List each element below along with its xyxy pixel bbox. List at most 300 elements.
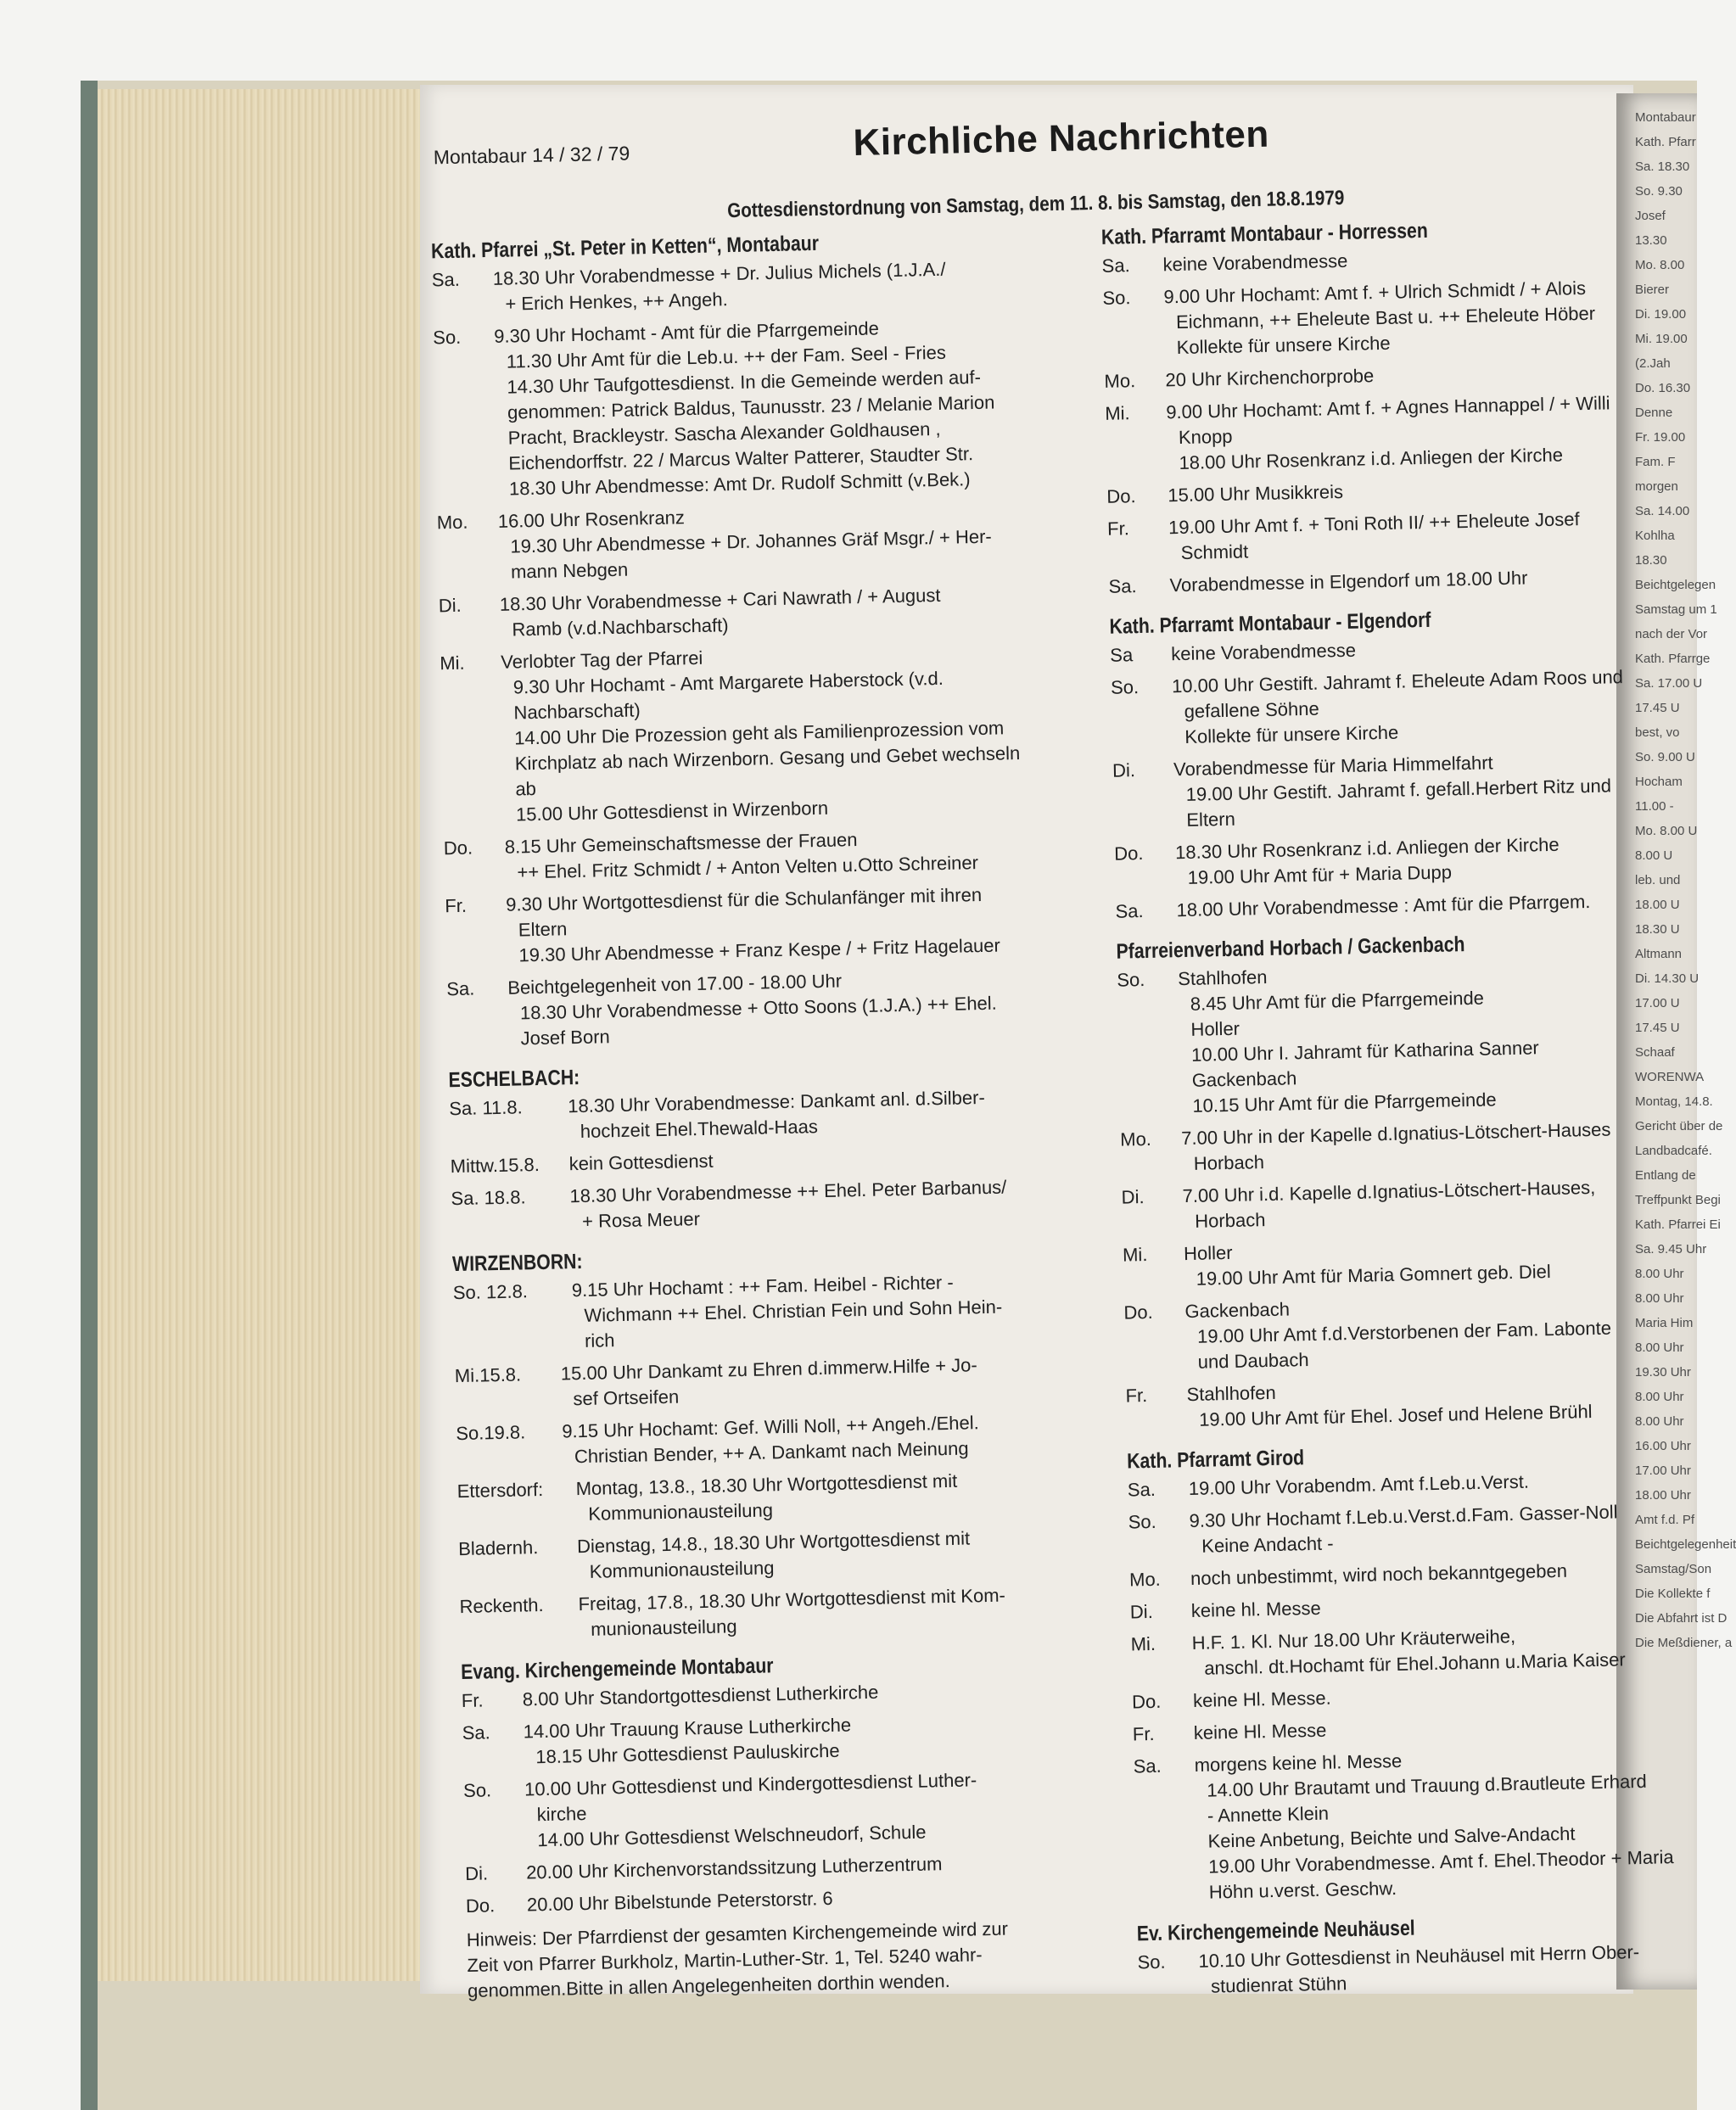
adjacent-page-line: Kohlha: [1635, 529, 1675, 543]
service-day: Do.: [1106, 485, 1136, 507]
service-line: Höhn u.verst. Geschw.: [1208, 1878, 1397, 1903]
service-line: mann Nebgen: [510, 558, 629, 583]
adjacent-page-line: Beichtgelegenheit: [1635, 1537, 1736, 1552]
service-line: Kirchplatz ab nach Wirzenborn. Gesang und Gebet wechseln: [514, 742, 1021, 775]
service-entry: [1130, 1589, 1639, 1626]
parish-section: [1101, 215, 1618, 599]
service-lines: [505, 822, 1098, 886]
service-entry: [1105, 390, 1616, 478]
adjacent-page-line: 17.45 U: [1635, 1021, 1680, 1035]
adjacent-page-line: Montag, 14.8.: [1635, 1094, 1713, 1109]
service-line: 19.00 Uhr Amt für + Maria Dupp: [1187, 861, 1453, 888]
service-lines: [1178, 957, 1629, 1119]
service-line: Keine Andacht -: [1201, 1532, 1334, 1557]
service-day: Di.: [1112, 759, 1136, 781]
adjacent-page-line: 18.30 U: [1635, 922, 1680, 937]
service-line: noch unbestimmt, wird noch bekanntgegeben: [1190, 1559, 1568, 1590]
service-line: Montag, 13.8., 18.30 Uhr Wortgottesdienst mit: [575, 1469, 958, 1500]
adjacent-page-line: Amt f.d. Pf: [1635, 1513, 1695, 1527]
adjacent-page-line: Kath. Pfarrge: [1635, 652, 1711, 666]
service-day: Sa. 18.8.: [451, 1186, 526, 1210]
service-lines: [1184, 1290, 1634, 1375]
service-day: Sa.: [446, 977, 475, 1000]
service-line: 8.00 Uhr Standortgottesdienst Lutherkirche: [522, 1681, 879, 1710]
service-entry: [445, 880, 1100, 970]
service-entry: [453, 1267, 1108, 1357]
service-line: 18.30 Uhr Vorabendmesse + Cari Nawrath / + August: [499, 584, 941, 615]
service-day: Sa.: [1127, 1478, 1156, 1501]
service-entry: [1114, 831, 1624, 893]
service-line: Knopp: [1178, 425, 1233, 449]
service-lines: [561, 1350, 1109, 1412]
service-line: 14.00 Uhr Die Prozession geht als Familienprozession vom: [513, 717, 1005, 749]
service-line: 11.30 Uhr Amt für die Leb.u. ++ der Fam. Seel - Fries: [506, 341, 947, 372]
service-lines: [526, 1848, 1118, 1886]
service-day: Mo.: [1119, 1128, 1152, 1150]
service-entry: [462, 1707, 1116, 1771]
service-day: Sa.: [1108, 575, 1137, 597]
service-day: Do.: [465, 1895, 496, 1917]
adjacent-page-line: 8.00 Uhr: [1635, 1291, 1684, 1306]
service-lines: [497, 496, 1091, 585]
service-day: So. 12.8.: [452, 1280, 529, 1304]
service-line: Gackenbach: [1184, 1298, 1291, 1323]
service-line: keine Vorabendmesse: [1170, 639, 1357, 665]
service-lines: [1190, 1557, 1639, 1592]
adjacent-page-line: leb. und: [1635, 873, 1681, 887]
service-line: 7.00 Uhr in der Kapelle d.Ignatius-Lötschert-Hauses: [1180, 1118, 1611, 1150]
adjacent-page-line: So. 9.00 U: [1635, 750, 1695, 764]
service-line: 19.00 Uhr Amt für Maria Gomnert geb. Diel: [1196, 1261, 1552, 1290]
adjacent-page-line: 16.00 Uhr: [1635, 1439, 1691, 1453]
parish-heading: Pfarreienverband Horbach / Gackenbach: [1116, 932, 1465, 964]
service-line: Kollekte für unsere Kirche: [1184, 721, 1399, 747]
service-line: Josef Born: [520, 1026, 610, 1049]
adjacent-page-line: 17.00 Uhr: [1635, 1464, 1691, 1478]
issue-reference: Montabaur 14 / 32 / 79: [433, 142, 630, 169]
service-entry: [465, 1848, 1118, 1887]
service-entry: [1107, 506, 1617, 568]
service-entry: [459, 1581, 1113, 1645]
parish-heading: Kath. Pfarrei „St. Peter in Ketten“, Montabaur: [430, 231, 820, 264]
service-line: Eltern: [1186, 808, 1236, 831]
service-day: Sa.: [1115, 900, 1144, 922]
adjacent-page-line: Beichtgelegen: [1635, 578, 1716, 592]
service-lines: [1194, 1743, 1674, 1906]
service-line: 14.30 Uhr Taufgottesdienst. In die Gemeinde werden auf-: [507, 366, 982, 398]
service-day: Do.: [1123, 1301, 1154, 1324]
service-line: 15.00 Uhr Dankamt zu Ehren d.immerw.Hilfe + Jo-: [560, 1354, 977, 1385]
adjacent-page-line: Landbadcafé.: [1635, 1144, 1712, 1158]
service-entry: [1137, 1939, 1647, 2001]
service-lines: [577, 1523, 1112, 1585]
adjacent-page-line: Fr. 19.00: [1635, 430, 1686, 445]
adjacent-page-line: 8.00 Uhr: [1635, 1267, 1684, 1281]
service-line: keine Vorabendmesse: [1162, 249, 1348, 276]
service-lines: [1182, 1174, 1631, 1234]
service-day: Mittw.15.8.: [450, 1153, 540, 1178]
service-lines: [1181, 1117, 1630, 1177]
service-entry: [1104, 358, 1613, 395]
service-day: Do.: [1113, 842, 1144, 865]
adjacent-page-line: Sa. 18.30: [1635, 160, 1690, 174]
service-line: 9.30 Uhr Hochamt - Amt Margarete Haberstock (v.d.: [512, 667, 944, 698]
service-entry: [1129, 1557, 1638, 1593]
service-line: Kommunionausteilung: [589, 1557, 775, 1582]
service-line: 19.30 Uhr Abendmesse + Dr. Johannes Gräf Msgr./ + Her-: [510, 525, 992, 557]
service-line: 19.00 Uhr Gestift. Jahramt f. gefall.Herbert Ritz und: [1185, 775, 1612, 805]
service-line: 19.30 Uhr Abendmesse + Franz Kespe / + Fritz Hagelauer: [518, 934, 1001, 966]
service-line: + Rosa Meuer: [581, 1208, 701, 1232]
service-entry: [1110, 664, 1624, 752]
service-line: + Erich Henkes, ++ Angeh.: [505, 288, 728, 315]
service-line: 7.00 Uhr i.d. Kapelle d.Ignatius-Lötschert-Hauses,: [1182, 1176, 1596, 1207]
service-lines: [1176, 888, 1625, 923]
adjacent-page-line: Treffpunkt Begi: [1635, 1193, 1721, 1207]
service-line: Eichendorffstr. 22 / Marcus Walter Patterer, Staudter Str.: [508, 443, 974, 474]
adjacent-page-line: Di. 19.00: [1635, 307, 1687, 322]
service-line: 15.00 Uhr Musikkreis: [1168, 480, 1344, 507]
adjacent-page-line: Mi. 19.00: [1635, 332, 1688, 346]
parish-section: [448, 1055, 1105, 1237]
service-line: Vorabendmesse für Maria Himmelfahrt: [1173, 752, 1493, 781]
service-lines: [1189, 1467, 1638, 1502]
service-day: Fr.: [1125, 1385, 1148, 1407]
service-line: Eichmann, ++ Eheleute Bast u. ++ Eheleute Höber: [1175, 302, 1596, 333]
service-lines: [1186, 1373, 1635, 1433]
adjacent-page-line: 18.00 Uhr: [1635, 1488, 1691, 1503]
adjacent-page-line: Entlang de: [1635, 1168, 1696, 1183]
service-lines: [1168, 473, 1616, 508]
service-entry: [432, 254, 1086, 318]
adjacent-page-fragments: [1635, 110, 1736, 1660]
service-day: Mo.: [436, 511, 468, 534]
note-line: Hinweis: Der Pfarrdienst der gesamten Kirchengemeinde wird zur: [466, 1917, 1009, 1950]
service-line: 18.00 Uhr Rosenkranz i.d. Anliegen der Kirche: [1179, 444, 1564, 474]
service-lines: [568, 1140, 1103, 1177]
service-lines: [578, 1581, 1113, 1643]
service-entry: [1112, 747, 1623, 835]
service-line: Kollekte für unsere Kirche: [1176, 332, 1391, 359]
service-day: Do.: [1131, 1690, 1162, 1713]
service-line: Wichmann ++ Ehel. Christian Fein und Sohn Hein-: [584, 1296, 1003, 1326]
page-title: Kirchliche Nachrichten: [853, 113, 1270, 164]
adjacent-page-line: Do. 16.30: [1635, 381, 1691, 395]
parish-heading: Kath. Pfarramt Girod: [1126, 1446, 1305, 1474]
service-line: Vorabendmesse in Elgendorf um 18.00 Uhr: [1169, 567, 1528, 596]
service-day: Sa.: [462, 1721, 490, 1744]
adjacent-page-line: nach der Vor: [1635, 627, 1708, 641]
service-entry: [1133, 1743, 1674, 1907]
service-line: 19.00 Uhr Amt f.d.Verstorbenen der Fam. Labonte: [1196, 1317, 1612, 1347]
service-day: So.: [1128, 1510, 1156, 1533]
service-line: 14.00 Uhr Gottesdienst Welschneudorf, Schule: [537, 1821, 927, 1851]
service-lines: [1194, 1711, 1643, 1746]
service-entry: [451, 1173, 1105, 1237]
parish-heading: Ev. Kirchengemeinde Neuhäusel: [1136, 1916, 1415, 1946]
service-lines: [506, 880, 1100, 969]
service-entry: [463, 1765, 1118, 1855]
service-entry: [456, 1408, 1110, 1472]
service-line: 18.30 Uhr Vorabendmesse ++ Ehel. Peter Barbanus/: [569, 1176, 1007, 1207]
service-day: Di.: [1129, 1600, 1154, 1623]
service-line: Schmidt: [1180, 540, 1249, 563]
service-line: 19.00 Uhr Amt f. + Toni Roth II/ ++ Eheleute Josef: [1168, 508, 1580, 539]
service-entry: [440, 637, 1096, 829]
service-line: 8.45 Uhr Amt für die Pfarrgemeinde: [1190, 987, 1485, 1015]
service-entry: [1123, 1290, 1634, 1377]
service-entry: [458, 1523, 1112, 1587]
service-day: Fr.: [445, 894, 468, 917]
service-lines: [1171, 632, 1620, 667]
adjacent-page-line: Kath. Pfarrei Ei: [1635, 1217, 1721, 1232]
service-entry: [1121, 1174, 1631, 1236]
service-line: 9.15 Uhr Hochamt : ++ Fam. Heibel - Richter -: [571, 1271, 954, 1301]
service-day: Sa.: [431, 268, 461, 291]
service-line: Stahlhofen: [1186, 1381, 1276, 1406]
schedule-subtitle: Gottesdienstordnung von Samstag, dem 11. 8. bis Samstag, den 18.8.1979: [726, 186, 1345, 223]
adjacent-page-line: Mo. 8.00: [1635, 258, 1685, 272]
service-day: Mi.: [1130, 1632, 1156, 1655]
adjacent-page-line: Hocham: [1635, 775, 1683, 789]
service-line: 18.15 Uhr Gottesdienst Pauluskirche: [535, 1739, 840, 1768]
service-day: Mo.: [1104, 370, 1136, 392]
service-line: sef Ortseifen: [573, 1385, 680, 1410]
service-lines: [1168, 506, 1617, 566]
service-lines: [1173, 747, 1623, 833]
parish-heading: Kath. Pfarramt Montabaur - Horressen: [1100, 218, 1429, 249]
service-day: Di.: [438, 594, 462, 617]
service-line: 9.00 Uhr Hochamt: Amt f. + Ulrich Schmidt / + Alois: [1163, 277, 1587, 308]
service-line: 10.00 Uhr Gestift. Jahramt f. Eheleute Adam Roos und: [1171, 666, 1624, 697]
service-day: Do.: [443, 837, 473, 859]
service-lines: [1189, 1499, 1638, 1559]
service-lines: [562, 1408, 1110, 1469]
adjacent-page-line: Montabaur: [1635, 110, 1696, 125]
service-day: Bladernh.: [457, 1536, 539, 1560]
service-line: 20 Uhr Kirchenchorprobe: [1165, 365, 1375, 391]
adjacent-page-line: Sa. 9.45 Uhr: [1635, 1242, 1707, 1256]
service-line: 19.00 Uhr Amt für Ehel. Josef und Helene Brühl: [1198, 1401, 1593, 1430]
service-line: 18.30 Uhr Vorabendmesse + Dr. Julius Michels (1.J.A./: [492, 258, 946, 289]
service-lines: [527, 1880, 1119, 1918]
service-line: gefallene Söhne: [1184, 697, 1319, 722]
service-lines: [523, 1707, 1116, 1771]
parish-section: [1116, 929, 1635, 1434]
service-line: Pracht, Brackleystr. Sascha Alexander Goldhausen ,: [507, 417, 941, 449]
service-line: 9.30 Uhr Hochamt - Amt für die Pfarrgemeinde: [493, 317, 880, 347]
adjacent-page-line: Sa. 14.00: [1635, 504, 1690, 518]
service-line: 10.15 Uhr Amt für die Pfarrgemeinde: [1192, 1089, 1497, 1117]
service-entry: [456, 1465, 1111, 1530]
service-line: Verlobter Tag der Pfarrei: [501, 646, 703, 673]
adjacent-page-line: 8.00 Uhr: [1635, 1340, 1684, 1355]
service-day: Di.: [464, 1862, 489, 1884]
service-line: rich: [584, 1329, 615, 1352]
service-entry: [1102, 275, 1613, 362]
adjacent-page-line: 18.00 U: [1635, 898, 1680, 912]
service-day: Reckenth.: [459, 1593, 544, 1618]
parish-section: [461, 1647, 1121, 2004]
service-entry: [450, 1140, 1103, 1179]
service-entry: [433, 311, 1089, 503]
service-lines: [568, 1083, 1103, 1145]
service-line: Keine Anbetung, Beichte und Salve-Andacht: [1207, 1822, 1576, 1852]
service-day: Mi.15.8.: [454, 1363, 522, 1387]
service-day: Sa.: [1101, 255, 1130, 277]
service-day: Ettersdorf:: [456, 1478, 544, 1503]
service-line: 18.00 Uhr Vorabendmesse : Amt für die Pfarrgem.: [1176, 890, 1591, 921]
service-line: kirche: [536, 1802, 587, 1826]
service-line: Kommunionausteilung: [588, 1499, 774, 1525]
service-line: ab: [515, 777, 537, 800]
service-day: Sa. 11.8.: [449, 1096, 523, 1120]
service-entry: [449, 1083, 1103, 1147]
service-line: 9.30 Uhr Wortgottesdienst für die Schulanfänger mit ihren: [506, 883, 983, 915]
service-line: kein Gottesdienst: [568, 1150, 714, 1175]
service-lines: [501, 637, 1096, 828]
service-day: So.19.8.: [456, 1421, 526, 1445]
service-line: 14.00 Uhr Brautamt und Trauung d.Brautleute Erhard: [1207, 1770, 1648, 1801]
adjacent-page-line: Maria Him: [1635, 1316, 1694, 1330]
parish-heading: Evang. Kirchengemeinde Montabaur: [460, 1654, 774, 1685]
adjacent-page-line: Di. 14.30 U: [1635, 971, 1700, 986]
service-line: 19.00 Uhr Vorabendm. Amt f.Leb.u.Verst.: [1188, 1470, 1530, 1500]
adjacent-page-line: morgen: [1635, 479, 1678, 494]
service-line: Dienstag, 14.8., 18.30 Uhr Wortgottesdienst mit: [576, 1527, 971, 1558]
service-lines: [524, 1765, 1118, 1854]
adjacent-page-line: Die Abfahrt ist D: [1635, 1611, 1728, 1626]
service-line: Gackenbach: [1191, 1067, 1297, 1091]
adjacent-page-line: Samstag um 1: [1635, 602, 1717, 617]
service-entry: [1117, 957, 1629, 1121]
service-entry: [466, 1880, 1119, 1919]
service-entry: [1123, 1232, 1632, 1294]
service-day: So.: [1110, 676, 1140, 698]
service-entry: [1115, 888, 1624, 925]
service-line: Holler: [1183, 1241, 1233, 1265]
service-line: Ramb (v.d.Nachbarschaft): [512, 614, 729, 641]
adjacent-page-line: 17.45 U: [1635, 701, 1680, 715]
adjacent-page-line: 19.30 Uhr: [1635, 1365, 1691, 1380]
service-line: Beichtgelegenheit von 17.00 - 18.00 Uhr: [507, 970, 843, 999]
service-line: keine hl. Messe: [1190, 1597, 1321, 1622]
service-day: Sa.: [1133, 1755, 1162, 1777]
service-line: 18.30 Uhr Vorabendmesse: Dankamt anl. d.Silber-: [567, 1086, 986, 1117]
service-line: 15.00 Uhr Gottesdienst in Wirzenborn: [515, 797, 829, 826]
adjacent-page-line: Sa. 17.00 U: [1635, 676, 1703, 691]
note-line: genommen.Bitte in allen Angelegenheiten dorthin wenden.: [467, 1970, 950, 2001]
adjacent-page-line: 17.00 U: [1635, 996, 1680, 1010]
service-lines: [1163, 275, 1613, 361]
adjacent-page-line: Fam. F: [1635, 455, 1676, 469]
service-entry: [1108, 563, 1617, 600]
service-day: So.: [1137, 1950, 1166, 1973]
service-line: keine Hl. Messe.: [1192, 1687, 1331, 1711]
service-line: munionausteilung: [590, 1615, 737, 1640]
service-line: 9.30 Uhr Hochamt f.Leb.u.Verst.d.Fam. Gasser-Noll: [1189, 1501, 1618, 1532]
adjacent-page-line: Denne: [1635, 406, 1673, 420]
left-column: [431, 226, 1122, 2019]
service-line: Freitag, 17.8., 18.30 Uhr Wortgottesdienst mit Kom-: [578, 1584, 1006, 1615]
service-entry: [1132, 1679, 1641, 1715]
book-spine: [81, 81, 98, 2110]
service-line: 14.00 Uhr Trauung Krause Lutherkirche: [523, 1714, 852, 1743]
service-lines: [569, 1173, 1105, 1234]
page-edges: [98, 89, 428, 1981]
service-line: Nachbarschaft): [513, 699, 641, 724]
service-lines: [494, 311, 1089, 502]
service-line: anschl. dt.Hochamt für Ehel.Johann u.Maria Kaiser: [1204, 1648, 1626, 1679]
service-lines: [571, 1267, 1107, 1354]
service-line: keine Hl. Messe: [1193, 1719, 1327, 1743]
service-entry: [1106, 473, 1616, 510]
adjacent-page-line: Samstag/Son: [1635, 1562, 1712, 1576]
service-line: Eltern: [518, 918, 568, 941]
adjacent-page-line: WORENWA: [1635, 1070, 1705, 1084]
adjacent-page-line: best, vo: [1635, 725, 1680, 740]
service-day: So.: [1102, 287, 1131, 309]
service-lines: [1169, 563, 1618, 598]
service-line: 9.15 Uhr Hochamt: Gef. Willi Noll, ++ Angeh./Ehel.: [562, 1412, 979, 1442]
adjacent-page-line: Die Meßdiener, a: [1635, 1636, 1733, 1650]
service-line: ++ Ehel. Fritz Schmidt / + Anton Velten u.Otto Schreiner: [517, 852, 979, 883]
service-lines: [575, 1465, 1111, 1527]
service-line: Stahlhofen: [1178, 965, 1268, 990]
adjacent-page-line: 8.00 Uhr: [1635, 1390, 1684, 1404]
service-line: H.F. 1. Kl. Nur 18.00 Uhr Kräuterweihe,: [1191, 1626, 1516, 1654]
adjacent-page-line: Mo. 8.00 U: [1635, 824, 1698, 838]
service-line: Christian Bender, ++ A. Dankamt nach Meinung: [574, 1437, 969, 1468]
service-line: genommen: Patrick Baldus, Taunusstr. 23 / Melanie Marion: [507, 391, 995, 423]
adjacent-page-line: (2.Jah: [1635, 356, 1671, 371]
service-day: So.: [432, 326, 462, 349]
service-line: 16.00 Uhr Rosenkranz: [497, 507, 686, 532]
service-line: Horbach: [1193, 1151, 1265, 1174]
service-line: 10.00 Uhr Gottesdienst und Kindergottesdienst Luther-: [524, 1769, 977, 1800]
adjacent-page-line: 18.30: [1635, 553, 1667, 568]
service-day: Mi.: [1105, 402, 1130, 424]
service-entry: [437, 496, 1092, 586]
service-day: Di.: [1121, 1186, 1145, 1208]
parish-heading: Kath. Pfarramt Montabaur - Elgendorf: [1109, 607, 1431, 639]
service-entry: [1128, 1499, 1638, 1561]
service-day: Fr.: [1132, 1722, 1155, 1745]
parish-heading: ESCHELBACH:: [448, 1065, 580, 1093]
service-lines: [1193, 1679, 1642, 1714]
service-day: Fr.: [461, 1689, 484, 1712]
service-lines: [507, 963, 1101, 1052]
note-line: Zeit von Pfarrer Burkholz, Martin-Luther-Str. 1, Tel. 5240 wahr-: [467, 1944, 983, 1976]
service-line: 18.30 Uhr Vorabendmesse + Otto Soons (1.J.A.) ++ Ehel.: [519, 992, 998, 1024]
service-entry: [1120, 1117, 1630, 1178]
service-lines: [500, 579, 1093, 643]
service-entry: [1133, 1711, 1642, 1748]
service-entry: [1125, 1373, 1635, 1435]
service-entry: [455, 1350, 1109, 1414]
adjacent-page-line: Kath. Pfarr: [1635, 135, 1696, 149]
service-lines: [1175, 831, 1624, 891]
parish-note: [467, 1914, 1122, 2004]
service-lines: [1184, 1232, 1632, 1292]
service-day: Mi.: [440, 652, 465, 674]
service-entry: [446, 963, 1101, 1053]
service-line: Horbach: [1194, 1209, 1266, 1232]
parish-section: [1137, 1911, 1648, 2001]
service-day: So.: [462, 1779, 492, 1802]
service-line: 19.00 Uhr Vorabendmesse. Amt f. Ehel.Theodor + Maria: [1207, 1846, 1674, 1878]
service-line: 20.00 Uhr Kirchenvorstandssitzung Lutherzentrum: [525, 1853, 943, 1883]
